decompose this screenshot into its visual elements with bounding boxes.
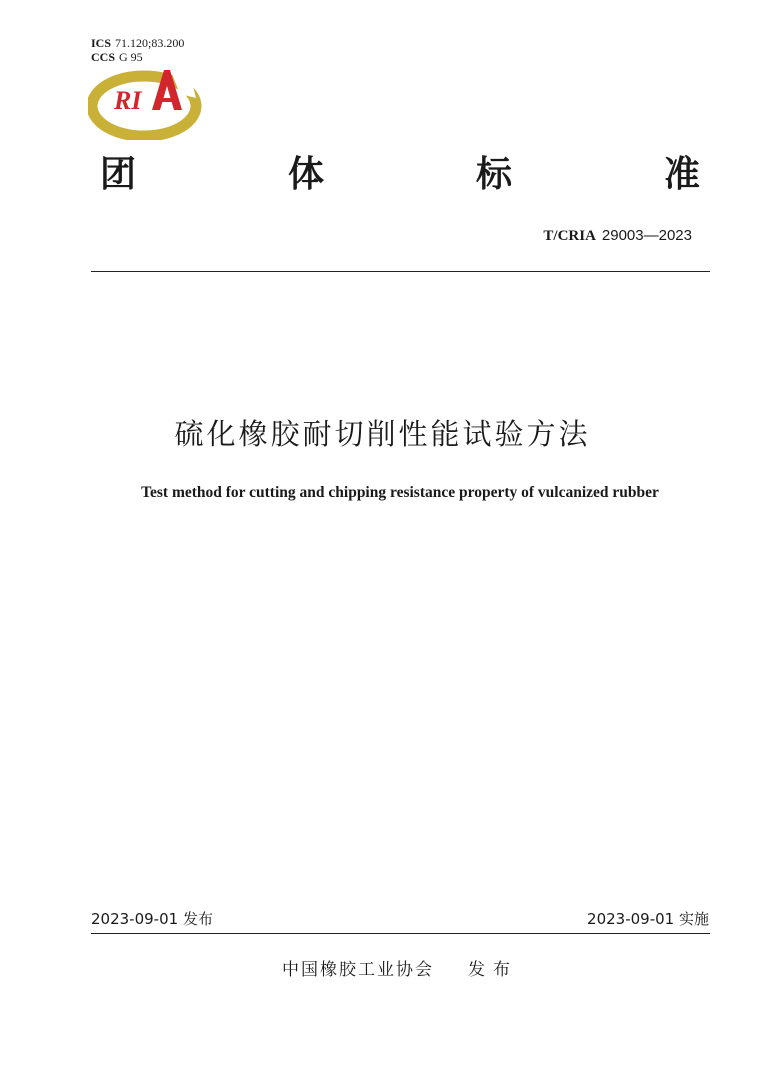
standard-type-char: 准: [663, 154, 700, 195]
ccs-value: G 95: [119, 50, 143, 64]
standard-code: 29003—2023: [601, 227, 692, 244]
standard-type-char: 标: [475, 154, 512, 195]
publisher-name: 中国橡胶工业协会: [282, 960, 434, 980]
title-english: Test method for cutting and chipping resistance property of vulcanized rubber: [141, 484, 659, 501]
ccs-label: CCS: [91, 50, 116, 64]
top-divider: [91, 271, 710, 272]
standard-type-char: 体: [287, 154, 324, 195]
title-chinese: 硫化橡胶耐切削性能试验方法: [174, 417, 591, 451]
issue-date: 2023-09-01 发布: [91, 910, 213, 928]
ccs-code: [91, 50, 184, 64]
implementation-date: 2023-09-01 实施: [587, 910, 709, 928]
standard-prefix: T/CRIA: [543, 228, 596, 244]
publisher: [0, 955, 765, 980]
standard-type: [100, 152, 700, 198]
cria-logo-icon: [88, 64, 202, 140]
standard-number: [543, 227, 692, 245]
ics-label: ICS: [91, 36, 112, 50]
svg-text:RI: RI: [114, 86, 142, 115]
classification-codes: [91, 36, 184, 64]
standard-type-char: 团: [100, 154, 137, 195]
bottom-divider: [91, 933, 710, 934]
ics-value: 71.120;83.200: [115, 36, 185, 50]
ics-code: [91, 36, 184, 50]
publisher-action: 发布: [468, 960, 518, 980]
